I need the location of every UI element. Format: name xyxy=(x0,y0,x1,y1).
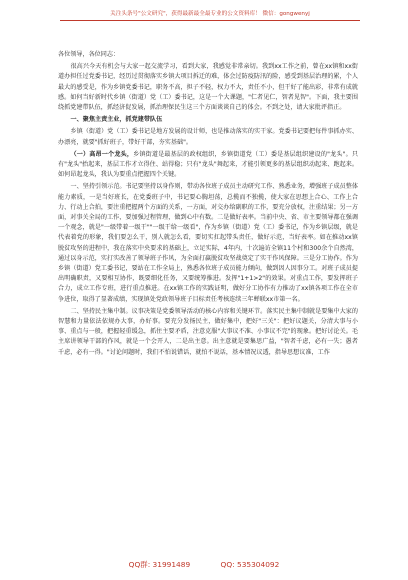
page-header-banner: 关注头条号"公文研究"，获得最新最全最专业的公文资料库！ 微信：gongwenyj xyxy=(110,11,310,17)
key-point-2-paragraph: 二、坚持民主集中制。议事决策是党委领导活动的核心内容和关键环节。落实民主集中制就是要集中大家的智慧和力量依法依规办大事，办好事。要充分发扬民主，做好集中，把好"三关"：把好议题关，分清大事与小事、重点与一般，把握轻重缓急，抓住主要矛盾，注意克服"大事议不准、小事议不完"的现象。把好讨论关。毛主席讲领导干部的作风，就是一个会开人，二是出主意。出主意就是要集思广益，"智者千虑，必有一失；愚者千虑，必有一得。"讨论问题时，我们不怕说错话，就怕不说话，基本情况议透，指导思想议准，工作 xyxy=(58,307,358,356)
page-footer xyxy=(0,560,408,570)
header-divider xyxy=(60,20,360,21)
footer-qq-group: QQ群: 31991489 xyxy=(128,560,191,569)
salutation: 各位领导，各位同志： xyxy=(58,51,120,58)
document-body xyxy=(58,50,358,358)
subsection-paragraph xyxy=(58,150,358,181)
intro-paragraph: 很高兴今天有机会与大家一起交流学习，看到大家，我感觉非常亲切。我到xx工作之前，曾在xx镇和xx街道办担任过党委书记，经历过贯彻落实乡镇大项目拆迁的难，体会过防疫防汛的险，感受到基层治理的累，个人最大的感受是，作为乡镇党委书记，职务不高，担子不轻，权力不大，责任不小，但干好了能出彩，非常有成就感。如何当好新时代乡镇（街道）党（工）委书记，这是一个大课题，"仁者见仁，智者见智"。下面，我主要围绕抓党建带队伍，抓经济促发展，抓治理保民生这三个方面谈谈自己的体会。不到之处，请大家批评指正。 xyxy=(58,63,358,112)
key-point-1-paragraph: 一、坚持引领示范。书记要坚持以身作则，带动各位班子成员主动研究工作、熟悉业务，增强班子成员整体能力素质，一是当好班长，在党委班子中，书记要心胸坦荡，总揽而不独揽，使大家在思想上合心、工作上合力、行动上合拍，要注重把握两个方面的关系，一方面，对交办给副职的工作，要充分放权，注重结果；另一方面，对事关全局的工作，要加强过程管理，做到心中有数。二是做好表率。当前中央、省、市主要领导都在强调一个观念，就是"一级带着一级干""一级干给一级看"，作为乡镇（街道）党（工）委书记，作为乡镇层级，就是代表着党的形象，我们要怎么干，别人就怎么看，要切实扛起带头责任，做好示范，当好表率。如在推动xx镇脱贫攻坚的进程中，我在落实中央要求的基础上，立足实际，4年内，十次遍访全镇11个村和300余个自然湾，通过以身示范，实打实改善了领导班子作风，为全面打赢脱贫攻坚战奠定了实干作风保障。三是分工协作。作为乡镇（街道）党工委书记，要站在工作全局上，熟悉各位班子成员能力倾向，做到因人因事分工。对班子成员提出明确职责，又要相互协作，既要细化任务，又要统筹推进。发挥"1+1>2"的效果。对重点工作，要发挥班子合力，成立工作专班，进行重点推进。在xx镇工作的实践证明，做好分工协作有力推动了xx镇各项工作在全市争进位，取得了显著成绩，实现镇处党政领导班子目标责任考核连续三年蝉联xx市第一名。 xyxy=(58,183,358,303)
subsection-text: 乡镇街道是最基层的政权组织，乡镇街道党（工）委是基层组织建设的"龙头"。只有"龙头"抬起来，基层工作才立得住、站得稳；只有"龙头"舞起来，才能引领更多的基层组织动起来、跑起来。如何昂起龙头，我认为要重点把握四个关键。 xyxy=(58,150,358,179)
section-heading: 一、聚焦主责主业，抓党建带队伍 xyxy=(70,116,163,124)
footer-qq: QQ: 535304092 xyxy=(220,560,280,569)
subsection-title: （一）高昂一个龙头， xyxy=(70,150,134,158)
section-intro-paragraph: 乡镇（街道）党（工）委书记是地方发展的设计师，也是推动落实的实干家。党委书记要把每件事抓办实、办漂亮，就要"抓好班子，带好干部，夯实基础"。 xyxy=(58,128,358,146)
